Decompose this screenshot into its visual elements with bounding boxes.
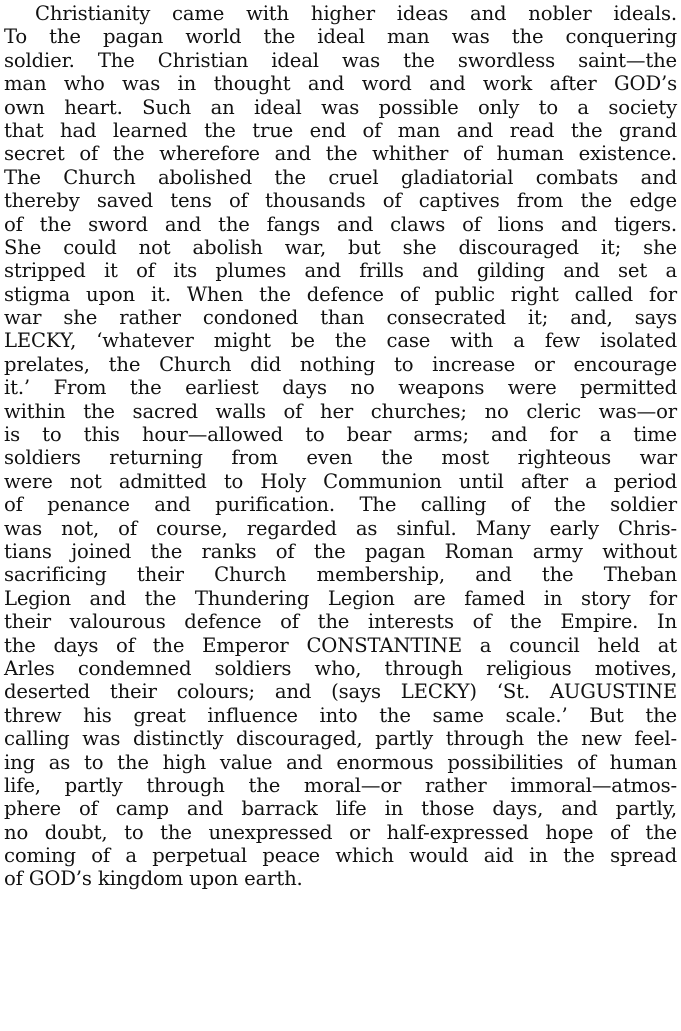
paragraph-line: life, partly through the moral—or rather immoral—atmos- <box>4 773 677 797</box>
paragraph-line: Christianity came with higher ideas and nobler ideals. <box>35 2 677 25</box>
paragraph-line: no doubt, to the unexpressed or half-expressed hope of the <box>4 820 677 844</box>
paragraph-line: of penance and purification. The calling of the soldier <box>4 493 677 517</box>
paragraph-line: prelates, the Church did nothing to increase or encourage <box>4 352 677 376</box>
paragraph-line: To the pagan world the ideal man was the conquering <box>4 25 677 49</box>
paragraph-line: of the sword and the fangs and claws of lions and tigers. <box>4 212 677 236</box>
paragraph-line: their valourous defence of the interests of the Empire. In <box>4 610 677 634</box>
paragraph-line: coming of a perpetual peace which would aid in the spread <box>4 844 677 868</box>
paragraph-line: stigma upon it. When the defence of public right called for <box>4 282 677 306</box>
paragraph-line: own heart. Such an ideal was possible only to a society <box>4 95 677 119</box>
paragraph-line: man who was in thought and word and work after GOD’s <box>4 72 677 96</box>
paragraph-line: is to this hour—allowed to bear arms; and for a time <box>4 423 677 447</box>
paragraph-line: tians joined the ranks of the pagan Roman army without <box>4 539 677 563</box>
paragraph-line: soldier. The Christian ideal was the swordless saint—the <box>4 48 677 72</box>
paragraph-line: soldiers returning from even the most righteous war <box>4 446 677 470</box>
paragraph-line: threw his great influence into the same scale.’ But the <box>4 703 677 727</box>
paragraph-line: of GOD’s kingdom upon earth. <box>4 867 303 891</box>
paragraph-line: were not admitted to Holy Communion until after a period <box>4 469 677 493</box>
paragraph-line: within the sacred walls of her churches; no cleric was—or <box>4 399 677 423</box>
paragraph-line: sacrificing their Church membership, and the Theban <box>4 563 677 587</box>
paragraph-line: deserted their colours; and (says LECKY) ‘St. AUGUSTINE <box>4 680 677 704</box>
paragraph-line: it.’ From the earliest days no weapons were permitted <box>4 376 677 400</box>
paragraph-line: secret of the wherefore and the whither of human existence. <box>4 142 677 166</box>
article-text <box>4 2 677 891</box>
paragraph-line: was not, of course, regarded as sinful. Many early Chris- <box>4 516 677 540</box>
paragraph-line: phere of camp and barrack life in those days, and partly, <box>4 797 677 821</box>
paragraph-line: ing as to the high value and enormous possibilities of human <box>4 750 677 774</box>
paragraph-line: war she rather condoned than consecrated it; and, says <box>4 306 677 330</box>
paragraph-line: Arles condemned soldiers who, through religious motives, <box>4 656 677 680</box>
paragraph-line: calling was distinctly discouraged, partly through the new feel- <box>4 727 677 751</box>
paragraph-line: She could not abolish war, but she discouraged it; she <box>4 235 677 259</box>
paragraph-line: the days of the Emperor CONSTANTINE a council held at <box>4 633 677 657</box>
paragraph-line: The Church abolished the cruel gladiatorial combats and <box>4 165 677 189</box>
paragraph-line: stripped it of its plumes and frills and gilding and set a <box>4 259 677 283</box>
paragraph-line: Legion and the Thundering Legion are famed in story for <box>4 586 677 610</box>
paragraph-line: that had learned the true end of man and read the grand <box>4 118 677 142</box>
paragraph-line: thereby saved tens of thousands of captives from the edge <box>4 189 677 213</box>
paragraph-line: LECKY, ‘whatever might be the case with a few isolated <box>4 329 677 353</box>
